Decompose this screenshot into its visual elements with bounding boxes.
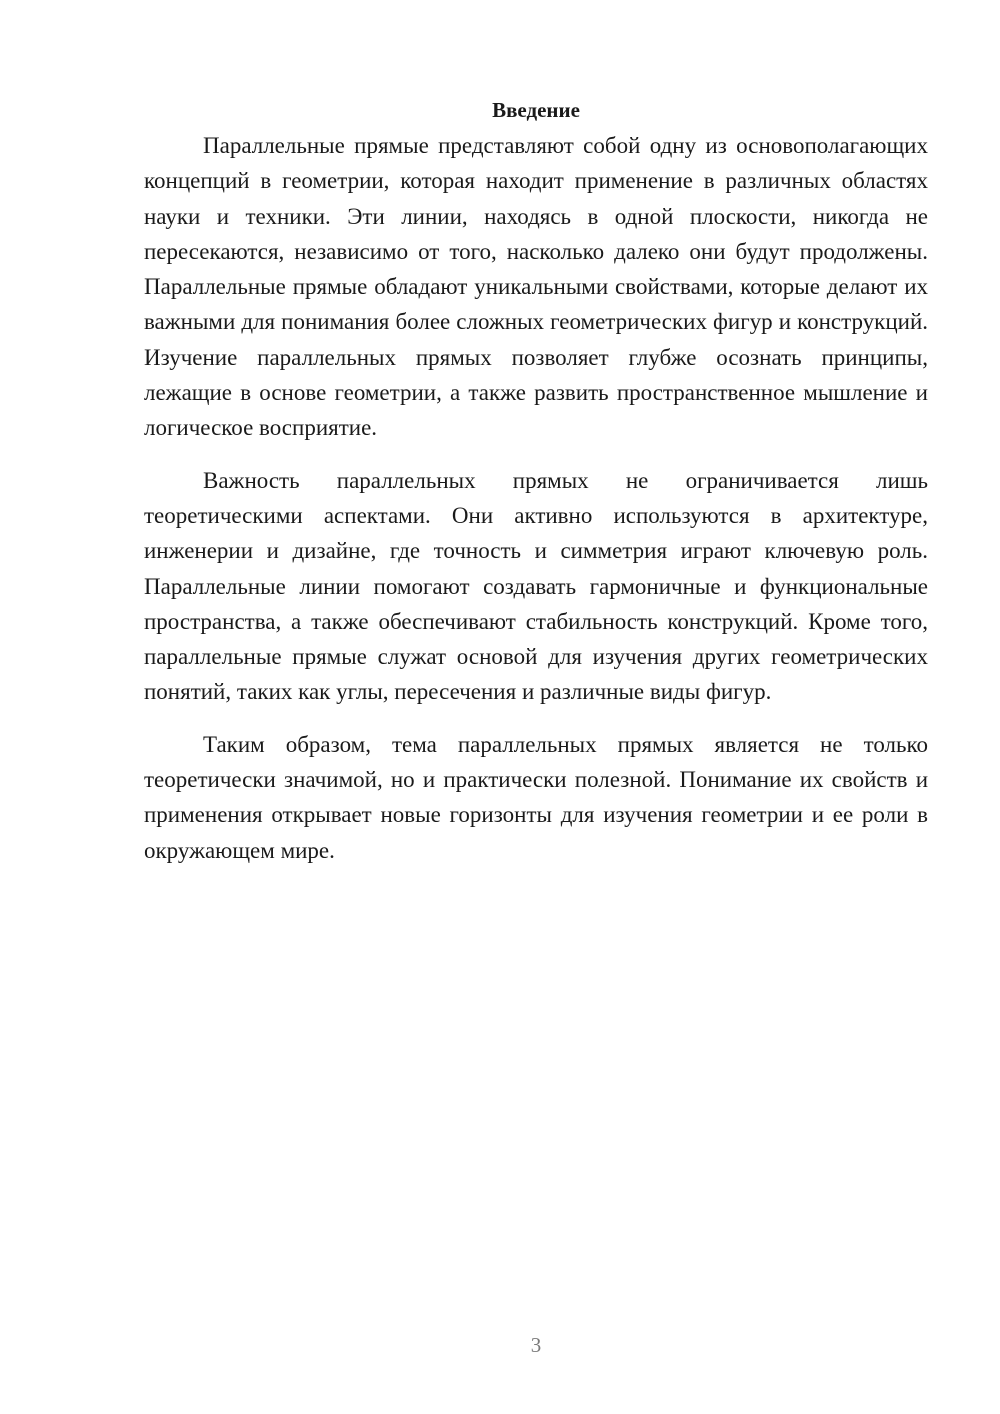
- paragraph-2: Важность параллельных прямых не ограничивается лишь теоретическими аспектами. Они активно используются в архитектуре, инженерии и дизайне, где точность и симметрия играют ключевую роль. Параллельные линии помогают создавать гармоничные и функциональные пространства, а также обеспечивают стабильность конструкций. Кроме того, параллельные прямые служат основой для изучения других геометрических понятий, таких как углы, пересечения и различные виды фигур.: [144, 467, 928, 705]
- paragraph-3: Таким образом, тема параллельных прямых является не только теоретически значимой, но и практически полезной. Понимание их свойств и применения открывает новые горизонты для изучения геометрии и ее роли в окружающем мире.: [144, 731, 928, 863]
- section-title: Введение: [492, 98, 580, 122]
- page-content: [144, 93, 928, 885]
- page-number: 3: [530, 1333, 542, 1357]
- paragraph-1: Параллельные прямые представляют собой одну из основополагающих концепций в геометрии, которая находит применение в различных областях науки и техники. Эти линии, находясь в одной плоскости, никогда не пересекаются, независимо от того, насколько далеко они будут продолжены. Параллельные прямые обладают уникальными свойствами, которые делают их важными для понимания более сложных геометрических фигур и конструкций. Изучение параллельных прямых позволяет глубже осознать принципы, лежащие в основе геометрии, а также развить пространственное мышление и логическое восприятие.: [144, 133, 928, 441]
